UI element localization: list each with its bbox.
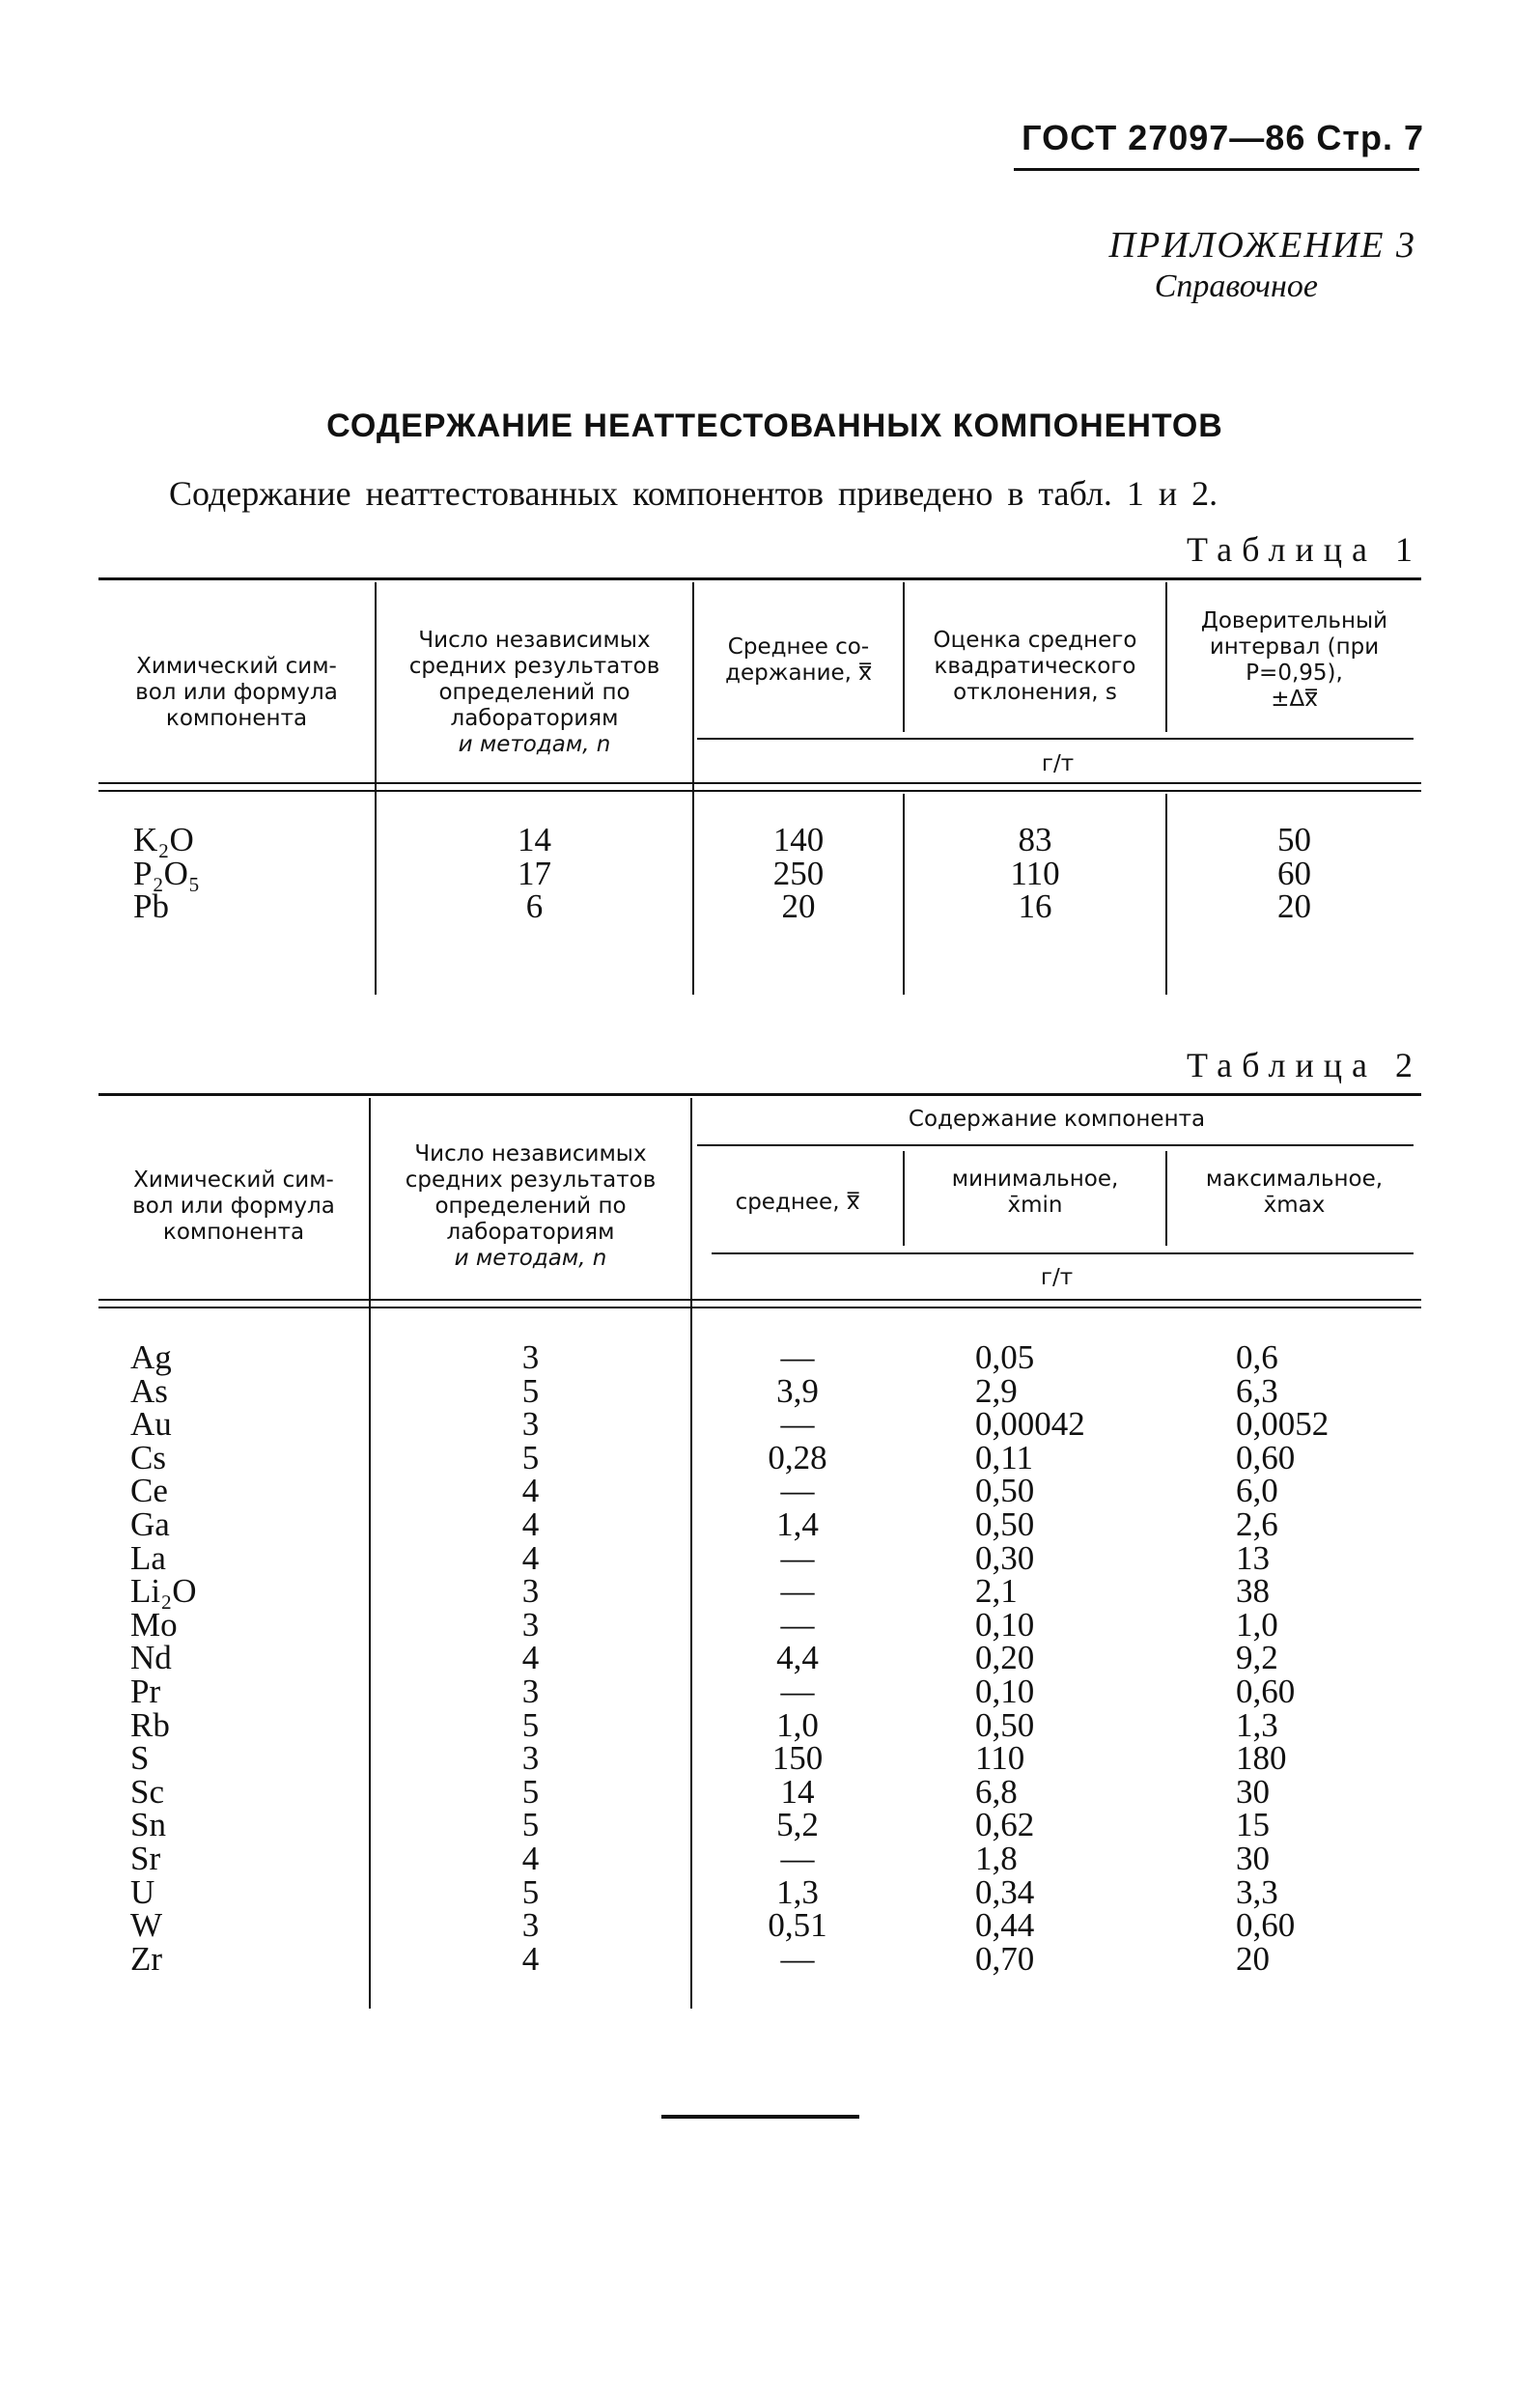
table-cell: 0,50 <box>975 1705 1035 1744</box>
table2-col-max <box>1236 1338 1330 1978</box>
table-cell: W <box>130 1906 163 1945</box>
table-cell: Ce <box>130 1472 168 1510</box>
table-cell: Au <box>130 1405 172 1444</box>
table2-header-mean: среднее, x̿ <box>735 1190 860 1215</box>
table-cell: 4 <box>521 1538 540 1577</box>
table-cell: 6,0 <box>1236 1472 1278 1510</box>
table-cell: — <box>780 1605 815 1644</box>
table-cell: 1,3 <box>776 1872 819 1911</box>
table-cell: 5 <box>521 1705 540 1744</box>
table-cell: 30 <box>1236 1772 1270 1811</box>
table-cell: 0,34 <box>975 1872 1035 1911</box>
table2-unit-rule <box>712 1252 1414 1254</box>
table2-header-rule-2 <box>98 1307 1421 1308</box>
table-cell: Zr <box>130 1939 163 1978</box>
table-cell: 6,3 <box>1236 1371 1278 1410</box>
table-cell: 150 <box>771 1739 824 1778</box>
table-cell: 6 <box>525 887 544 926</box>
table-cell: Li₂O <box>130 1572 197 1611</box>
table-cell: Mo <box>130 1605 178 1644</box>
table-cell: 3 <box>521 1739 540 1778</box>
table-cell: 0,60 <box>1236 1906 1296 1945</box>
table-cell: 4 <box>521 1939 540 1978</box>
table-cell: 0,00042 <box>975 1405 1085 1444</box>
table-cell: 0,50 <box>975 1472 1035 1510</box>
table-cell: Pr <box>130 1672 161 1710</box>
table-cell: 4 <box>521 1839 540 1877</box>
table2-header-min: минимальное, x̄min <box>951 1167 1119 1218</box>
table-cell: 17 <box>518 854 551 892</box>
table-cell: 110 <box>975 1739 1025 1778</box>
table2-header-max: максимальное, x̄max <box>1205 1167 1384 1218</box>
table-cell: 1,0 <box>1236 1605 1278 1644</box>
table1-header-rule-1 <box>98 782 1421 784</box>
table1-header-symbol: Химический сим- вол или формула компонента <box>135 654 338 731</box>
table1-col-count <box>377 821 692 926</box>
table-cell: Sn <box>130 1806 166 1844</box>
table-cell: Cs <box>130 1438 166 1476</box>
table-cell: 0,10 <box>975 1605 1035 1644</box>
header-rule <box>1014 168 1419 171</box>
table2-col-symbol <box>130 1338 197 1978</box>
table-cell: La <box>130 1538 166 1577</box>
table-cell: 140 <box>772 821 825 858</box>
table-cell: Sr <box>130 1839 161 1877</box>
table-cell: As <box>130 1371 168 1410</box>
table1-header-ci: Доверительный интервал (при P=0,95), ±Δx̿ <box>1200 608 1388 712</box>
table-cell: — <box>780 1839 815 1877</box>
table-cell: 3 <box>521 1605 540 1644</box>
table-cell: P₂O₅ <box>133 854 201 892</box>
table2-group-rule <box>697 1144 1414 1146</box>
table-cell: Pb <box>133 887 169 926</box>
table-cell: 3 <box>521 1338 540 1376</box>
table-cell: Ga <box>130 1504 170 1543</box>
table-cell: 14 <box>518 821 551 858</box>
table-cell: 3,9 <box>776 1371 819 1410</box>
table-cell: 0,0052 <box>1236 1405 1330 1444</box>
table-cell: 2,9 <box>975 1371 1018 1410</box>
table-cell: 2,1 <box>975 1572 1018 1611</box>
table1-col-mean <box>694 821 903 926</box>
table-cell: S <box>130 1739 150 1778</box>
table-cell: 2,6 <box>1236 1504 1278 1543</box>
table-cell: 0,6 <box>1236 1338 1278 1376</box>
table-cell: 6,8 <box>975 1772 1018 1811</box>
table-cell: 4 <box>521 1639 540 1677</box>
table-cell: 4,4 <box>776 1639 819 1677</box>
table-cell: 38 <box>1236 1572 1270 1611</box>
appendix-title: ПРИЛОЖЕНИЕ 3 <box>1108 225 1416 266</box>
table2-col-count <box>371 1338 690 1978</box>
table-cell: 20 <box>1236 1939 1270 1978</box>
table-cell: 5 <box>521 1806 540 1844</box>
table-cell: 20 <box>1277 887 1311 926</box>
table-cell: Sc <box>130 1772 164 1811</box>
table2-col-mean <box>692 1338 903 1978</box>
table-cell: 0,51 <box>768 1906 827 1945</box>
table-cell: 5 <box>521 1772 540 1811</box>
table-cell: 3 <box>521 1405 540 1444</box>
table-cell: Nd <box>130 1639 172 1677</box>
table1-unit-rule <box>697 738 1414 740</box>
table-cell: — <box>780 1405 815 1444</box>
table2-unit: г/т <box>1040 1265 1074 1290</box>
table-cell: 250 <box>772 854 825 892</box>
table-cell: 0,62 <box>975 1806 1035 1844</box>
table1-col-sd <box>905 821 1165 926</box>
table1-header-rule-2 <box>98 790 1421 792</box>
table-cell: 5 <box>521 1371 540 1410</box>
table1-col-symbol <box>133 821 201 926</box>
table-cell: 0,05 <box>975 1338 1035 1376</box>
document-reference: ГОСТ 27097—86 Стр. 7 <box>1022 118 1424 157</box>
table-cell: — <box>780 1538 815 1577</box>
table-cell: 0,11 <box>975 1438 1033 1476</box>
table-cell: 60 <box>1277 854 1311 892</box>
table-cell: 50 <box>1277 821 1311 858</box>
table-cell: — <box>780 1672 815 1710</box>
table2-header-rule-1 <box>98 1299 1421 1301</box>
table-cell: 4 <box>521 1504 540 1543</box>
end-rule <box>661 2115 859 2119</box>
table1-col-ci <box>1167 821 1421 926</box>
table1-header-mean: Среднее со- держание, x̿ <box>725 634 872 686</box>
table-cell: Rb <box>130 1705 170 1744</box>
table-cell: K₂O <box>133 821 194 858</box>
table-cell: — <box>780 1472 815 1510</box>
table-cell: 16 <box>1018 887 1052 926</box>
table2-col-min <box>975 1338 1085 1978</box>
table-cell: 20 <box>781 887 816 926</box>
table-cell: 0,10 <box>975 1672 1035 1710</box>
table-cell: Ag <box>130 1338 172 1376</box>
section-title: СОДЕРЖАНИЕ НЕАТТЕСТОВАННЫХ КОМПОНЕНТОВ <box>326 408 1223 444</box>
table2-header-group: Содержание компонента <box>908 1107 1206 1132</box>
table-cell: 0,20 <box>975 1639 1035 1677</box>
appendix-kind: Справочное <box>1154 268 1318 304</box>
table2-top-rule <box>98 1093 1421 1096</box>
table-cell: 3 <box>521 1906 540 1945</box>
table-cell: 3 <box>521 1572 540 1611</box>
table-cell: 4 <box>521 1472 540 1510</box>
table-cell: 14 <box>780 1772 815 1811</box>
table-cell: U <box>130 1872 155 1911</box>
table-cell: 110 <box>1010 854 1060 892</box>
table-cell: 0,30 <box>975 1538 1035 1577</box>
table2-header-count: Число независимых средних результатов определений по лабораториям и методам, n <box>405 1141 657 1271</box>
table1-header-sd: Оценка среднего квадратического отклонения, s <box>933 628 1137 705</box>
table-cell: 13 <box>1236 1538 1270 1577</box>
table1-header-count: Число независимых средних результатов определений по лабораториям и методам, n <box>408 628 660 757</box>
table-cell: 0,60 <box>1236 1672 1296 1710</box>
table-cell: 1,8 <box>975 1839 1018 1877</box>
table-cell: 1,4 <box>776 1504 819 1543</box>
table-cell: 180 <box>1236 1739 1287 1778</box>
table1-label: Таблица 1 <box>1187 530 1422 569</box>
table-cell: 0,50 <box>975 1504 1035 1543</box>
table-cell: 30 <box>1236 1839 1270 1877</box>
table-cell: — <box>780 1338 815 1376</box>
table-cell: 5,2 <box>776 1806 819 1844</box>
table-cell: 0,70 <box>975 1939 1035 1978</box>
table-cell: 0,44 <box>975 1906 1035 1945</box>
table1-unit: г/т <box>1041 751 1075 776</box>
table-cell: 0,60 <box>1236 1438 1296 1476</box>
table2-header-symbol: Химический сим- вол или формула компонента <box>132 1167 335 1245</box>
table-cell: 9,2 <box>1236 1639 1278 1677</box>
table-cell: 0,28 <box>768 1438 827 1476</box>
table-cell: — <box>780 1939 815 1978</box>
table-cell: 83 <box>1018 821 1052 858</box>
table-cell: — <box>780 1572 815 1611</box>
intro-text: Содержание неаттестованных компонентов приведено в табл. 1 и 2. <box>169 474 1218 513</box>
table-cell: 5 <box>521 1872 540 1911</box>
table-cell: 3,3 <box>1236 1872 1278 1911</box>
table-cell: 3 <box>521 1672 540 1710</box>
table2-label: Таблица 2 <box>1187 1046 1422 1084</box>
table-cell: 5 <box>521 1438 540 1476</box>
table-cell: 1,3 <box>1236 1705 1278 1744</box>
table-cell: 1,0 <box>776 1705 819 1744</box>
table-cell: 15 <box>1236 1806 1270 1844</box>
table1-top-rule <box>98 577 1421 580</box>
